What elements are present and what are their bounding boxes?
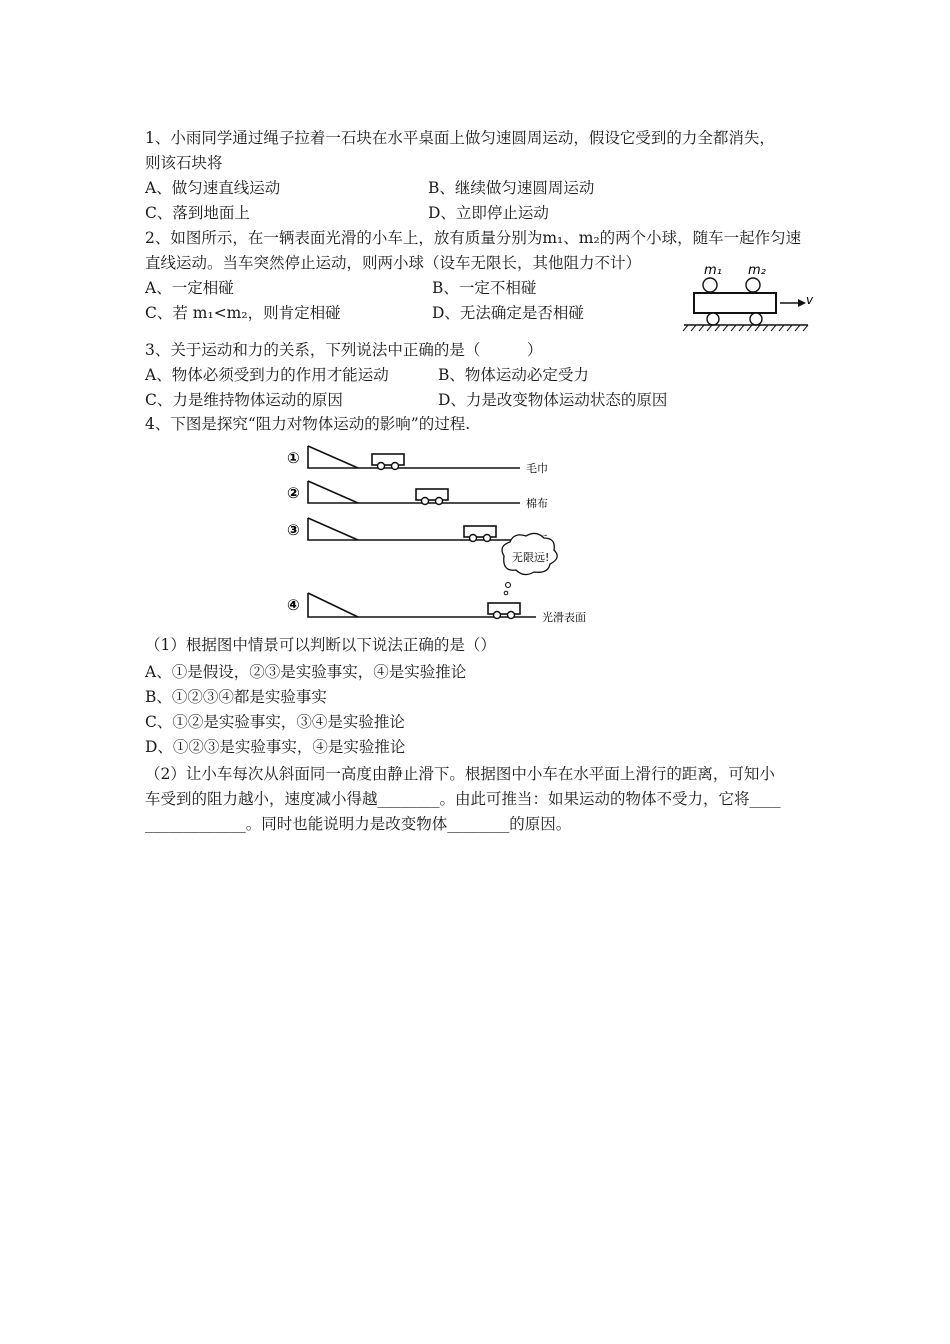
q2-stem-line1: 2、如图所示，在一辆表面光滑的小车上，放有质量分别为m₁、m₂的两个小球，随车一起作匀速 [145, 229, 802, 247]
ground-hatching [683, 325, 808, 331]
cart-two-balls-figure [680, 258, 815, 338]
cart-wheel-left [707, 313, 719, 325]
q4-sub1-option-d: D、①②③是实验事实，④是实验推论 [145, 738, 406, 756]
friction-experiment-figure [284, 440, 594, 625]
q2-option-b: B、一定不相碰 [432, 279, 537, 297]
cart-4 [488, 603, 520, 614]
q2-stem-line2: 直线运动。当车突然停止运动，则两小球（设车无限长，其他阻力不计） [145, 254, 642, 272]
velocity-label: v [806, 293, 814, 307]
q4-sub2-line1: （2）让小车每次从斜面同一高度由静止滑下。根据图中小车在水平面上滑行的距离，可知小 [145, 765, 775, 783]
cart-1 [372, 454, 404, 465]
q4-stem: 4、下图是探究“阻力对物体运动的影响”的过程. [145, 415, 471, 433]
q3-option-b: B、物体运动必定受力 [438, 366, 589, 384]
q1-stem-line2: 则该石块将 [145, 154, 223, 172]
m1-label: m₁ [704, 263, 722, 278]
ball-m1 [703, 278, 717, 292]
surface-4-label: 光滑表面 [542, 611, 586, 624]
ball-m2 [746, 278, 760, 292]
q4-sub2-line2: 车受到的阻力越小，速度减小得越________。由此可推当：如果运动的物体不受力，它将____ [145, 790, 781, 808]
q4-sub1-stem: （1）根据图中情景可以判断以下说法正确的是（） [145, 636, 496, 654]
q2-option-a: A、一定相碰 [145, 279, 234, 297]
cart-wheel-right [750, 313, 762, 325]
cart-body [694, 293, 776, 313]
m2-label: m₂ [748, 263, 766, 278]
q4-sub1-option-a: A、①是假设，②③是实验事实，④是实验推论 [145, 663, 467, 681]
bubble-text: 无限远! [512, 551, 550, 564]
trial-2-label: ② [287, 484, 300, 502]
q1-option-b: B、继续做匀速圆周运动 [428, 179, 595, 197]
trial-1-label: ① [287, 449, 300, 467]
q2-option-c: C、若 m₁<m₂，则肯定相碰 [145, 304, 341, 322]
q3-option-c: C、力是维持物体运动的原因 [145, 391, 343, 409]
q3-option-a: A、物体必须受到力的作用才能运动 [145, 366, 389, 384]
q1-option-c: C、落到地面上 [145, 204, 250, 222]
q1-option-a: A、做匀速直线运动 [145, 179, 281, 197]
q3-option-d: D、力是改变物体运动状态的原因 [438, 391, 668, 409]
q1-option-d: D、立即停止运动 [428, 204, 549, 222]
q4-sub1-option-b: B、①②③④都是实验事实 [145, 688, 327, 706]
q1-stem-line1: 1、小雨同学通过绳子拉着一石块在水平桌面上做匀速圆周运动，假设它受到的力全都消失， [145, 129, 775, 147]
q4-sub1-option-c: C、①②是实验事实，③④是实验推论 [145, 713, 405, 731]
q2-option-d: D、无法确定是否相碰 [432, 304, 584, 322]
trial-3-label: ③ [287, 521, 300, 539]
trial-4-label: ④ [287, 596, 300, 614]
surface-1-label: 毛巾 [526, 462, 548, 475]
velocity-arrowhead [798, 299, 806, 307]
q4-sub2-line3: _____________。同时也能说明力是改变物体________的原因。 [145, 815, 572, 833]
cart-3 [464, 526, 496, 537]
q3-stem: 3、关于运动和力的关系，下列说法中正确的是（ ） [145, 341, 543, 359]
surface-2-label: 棉布 [526, 497, 548, 510]
cart-2 [416, 489, 448, 500]
